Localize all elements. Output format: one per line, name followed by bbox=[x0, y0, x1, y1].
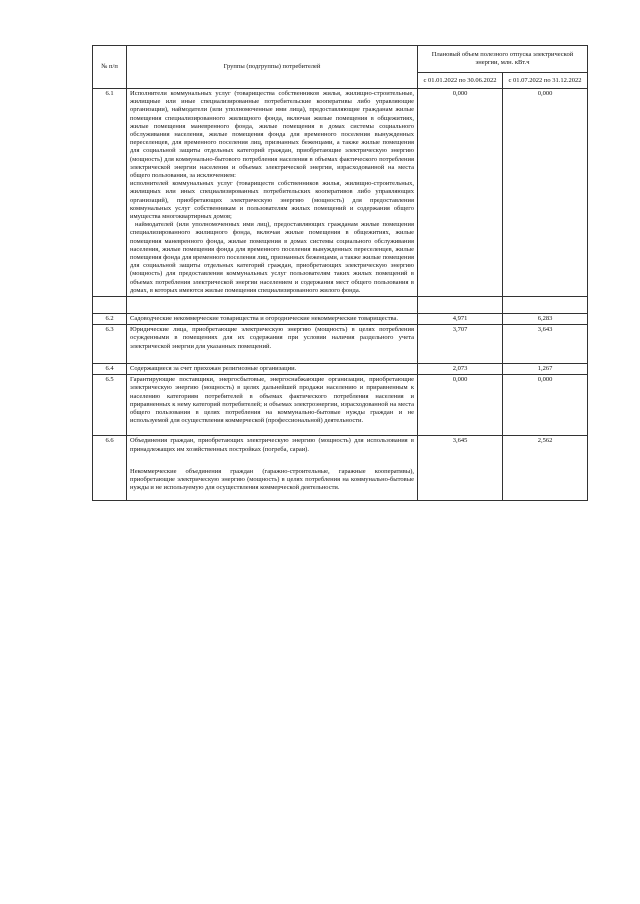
document-page bbox=[92, 45, 587, 501]
value-period-1: 3,645 bbox=[418, 436, 503, 501]
value-period-2: 0,000 bbox=[503, 89, 588, 297]
table-row bbox=[93, 325, 588, 364]
paragraph: Объединения граждан, приобретающих электрическую энергию (мощность) для использования в принадлежащих им хозяйственных постройках (погреба, сараи). bbox=[130, 437, 414, 453]
paragraph: Содержащиеся за счет прихожан религиозные организации. bbox=[130, 364, 297, 372]
header-group: Группы (подгруппы) потребителей bbox=[127, 46, 418, 89]
row-description bbox=[127, 363, 418, 374]
row-number: 6.1 bbox=[93, 89, 127, 297]
paragraph: Садоводческие некоммерческие товарищества и огороднические некоммерческие товарищества. bbox=[130, 315, 399, 323]
row-description bbox=[127, 89, 418, 297]
row-number: 6.3 bbox=[93, 325, 127, 364]
value-period-1: 3,707 bbox=[418, 325, 503, 364]
value-period-1: 0,000 bbox=[418, 89, 503, 297]
header-volume: Плановый объем полезного отпуска электрической энергии, млн. кВт.ч bbox=[418, 46, 588, 73]
value-period-1: 2,073 bbox=[418, 363, 503, 374]
paragraph: Исполнители коммунальных услуг (товарищества собственников жилья, жилищно-строительные, жилищные или иные специализированные потребительские кооперативы либо управляющие организации), наймодатели (или уполномоченные ими лица), предоставляющие гражданам жилые помещения специализированного жилищного фонда, включая жилые помещения в общежитиях, жилые помещения маневренного фонда, жилые помещения в домах системы социального обслуживания населения, жилые помещения фонда для временного поселения вынужденных переселенцев, для временного поселения лиц, признанных беженцами, а также жилые помещения для социальной защиты отдельных категорий граждан, приобретающие электрическую энергию (мощность) для коммунально-бытового потребления населения в объемах фактического потребления электрической энергии населения и объемах электрической энергии, израсходованной на места общего пользования, за исключением: bbox=[130, 90, 414, 180]
table-row bbox=[93, 363, 588, 374]
row-number: 6.4 bbox=[93, 363, 127, 374]
paragraph: Гарантирующие поставщики, энергосбытовые, энергоснабжающие организации, приобретающие электрическую энергию (мощность) в целях дальнейшей продажи населению и приравненным к населению категориям потребителей в объемах фактического потребления населения и приравненных к нему категорий потребителей; и объемах электроэнергии, израсходованной на места общего пользования в целях потребления на коммунально-бытовые нужды граждан и не используемой для осуществления коммерческой (профессиональной) деятельности. bbox=[130, 376, 414, 425]
header-period-2: с 01.07.2022 по 31.12.2022 bbox=[503, 73, 588, 89]
consumption-table bbox=[92, 45, 588, 501]
row-description bbox=[127, 375, 418, 436]
paragraph: наймодателей (или уполномоченных ими лиц), предоставляющих гражданам жилые помещения специализированного жилищного фонда, включая жилые помещения в общежитиях, жилые помещения маневренного фонда, жилые помещения в домах системы социального обслуживания населения, жилые помещения фонда для временного поселения вынужденных переселенцев, жилые помещения фонда для временного поселения лиц, признанных беженцами, а также жилые помещения для социальной защиты отдельных категорий граждан, приобретающих электрическую энергию (мощность) для предоставления коммунальных услуг пользователям таких жилых помещений в объемах потребления электрической энергии населением и содержания мест общего пользования в домах, в которых имеются жилые помещения специализированного жилого фонда. bbox=[130, 221, 415, 294]
row-description bbox=[127, 325, 418, 364]
row-number: 6.2 bbox=[93, 314, 127, 325]
value-period-2: 6,283 bbox=[503, 314, 588, 325]
table-row bbox=[93, 314, 588, 325]
value-period-1: 4,971 bbox=[418, 314, 503, 325]
paragraph: Некоммерческие объединения граждан (гаражно-строительные, гаражные кооперативы), приобретающие электрическую энергию (мощность) в целях потребления на коммунально-бытовые нужды и не используемую для осуществления коммерческой деятельности. bbox=[130, 467, 414, 492]
table-row bbox=[93, 436, 588, 501]
row-description bbox=[127, 314, 418, 325]
value-period-1: 0,000 bbox=[418, 375, 503, 436]
header-period-1: с 01.01.2022 по 30.06.2022 bbox=[418, 73, 503, 89]
value-period-2: 2,562 bbox=[503, 436, 588, 501]
table-row bbox=[93, 375, 588, 436]
row-number: 6.5 bbox=[93, 375, 127, 436]
header-num: № п/п bbox=[93, 46, 127, 89]
row-description bbox=[127, 436, 418, 501]
table-row bbox=[93, 89, 588, 297]
row-number: 6.6 bbox=[93, 436, 127, 501]
paragraph: исполнителей коммунальных услуг (товариществ собственников жилья, жилищно-строительных, жилищных или иных специализированных потребительских кооперативов либо управляющих организаций), приобретающих электрическую энергию (мощность) для предоставления коммунальных услуг собственникам и пользователям жилых помещений и содержания общего имущества многоквартирных домов; bbox=[130, 180, 414, 221]
paragraph: Юридические лица, приобретающие электрическую энергию (мощность) в целях потребления осужденными в помещениях для их содержания при условии наличия раздельного учета электрической энергии для указанных помещений. bbox=[130, 326, 414, 350]
value-period-2: 3,643 bbox=[503, 325, 588, 364]
value-period-2: 0,000 bbox=[503, 375, 588, 436]
value-period-2: 1,267 bbox=[503, 363, 588, 374]
